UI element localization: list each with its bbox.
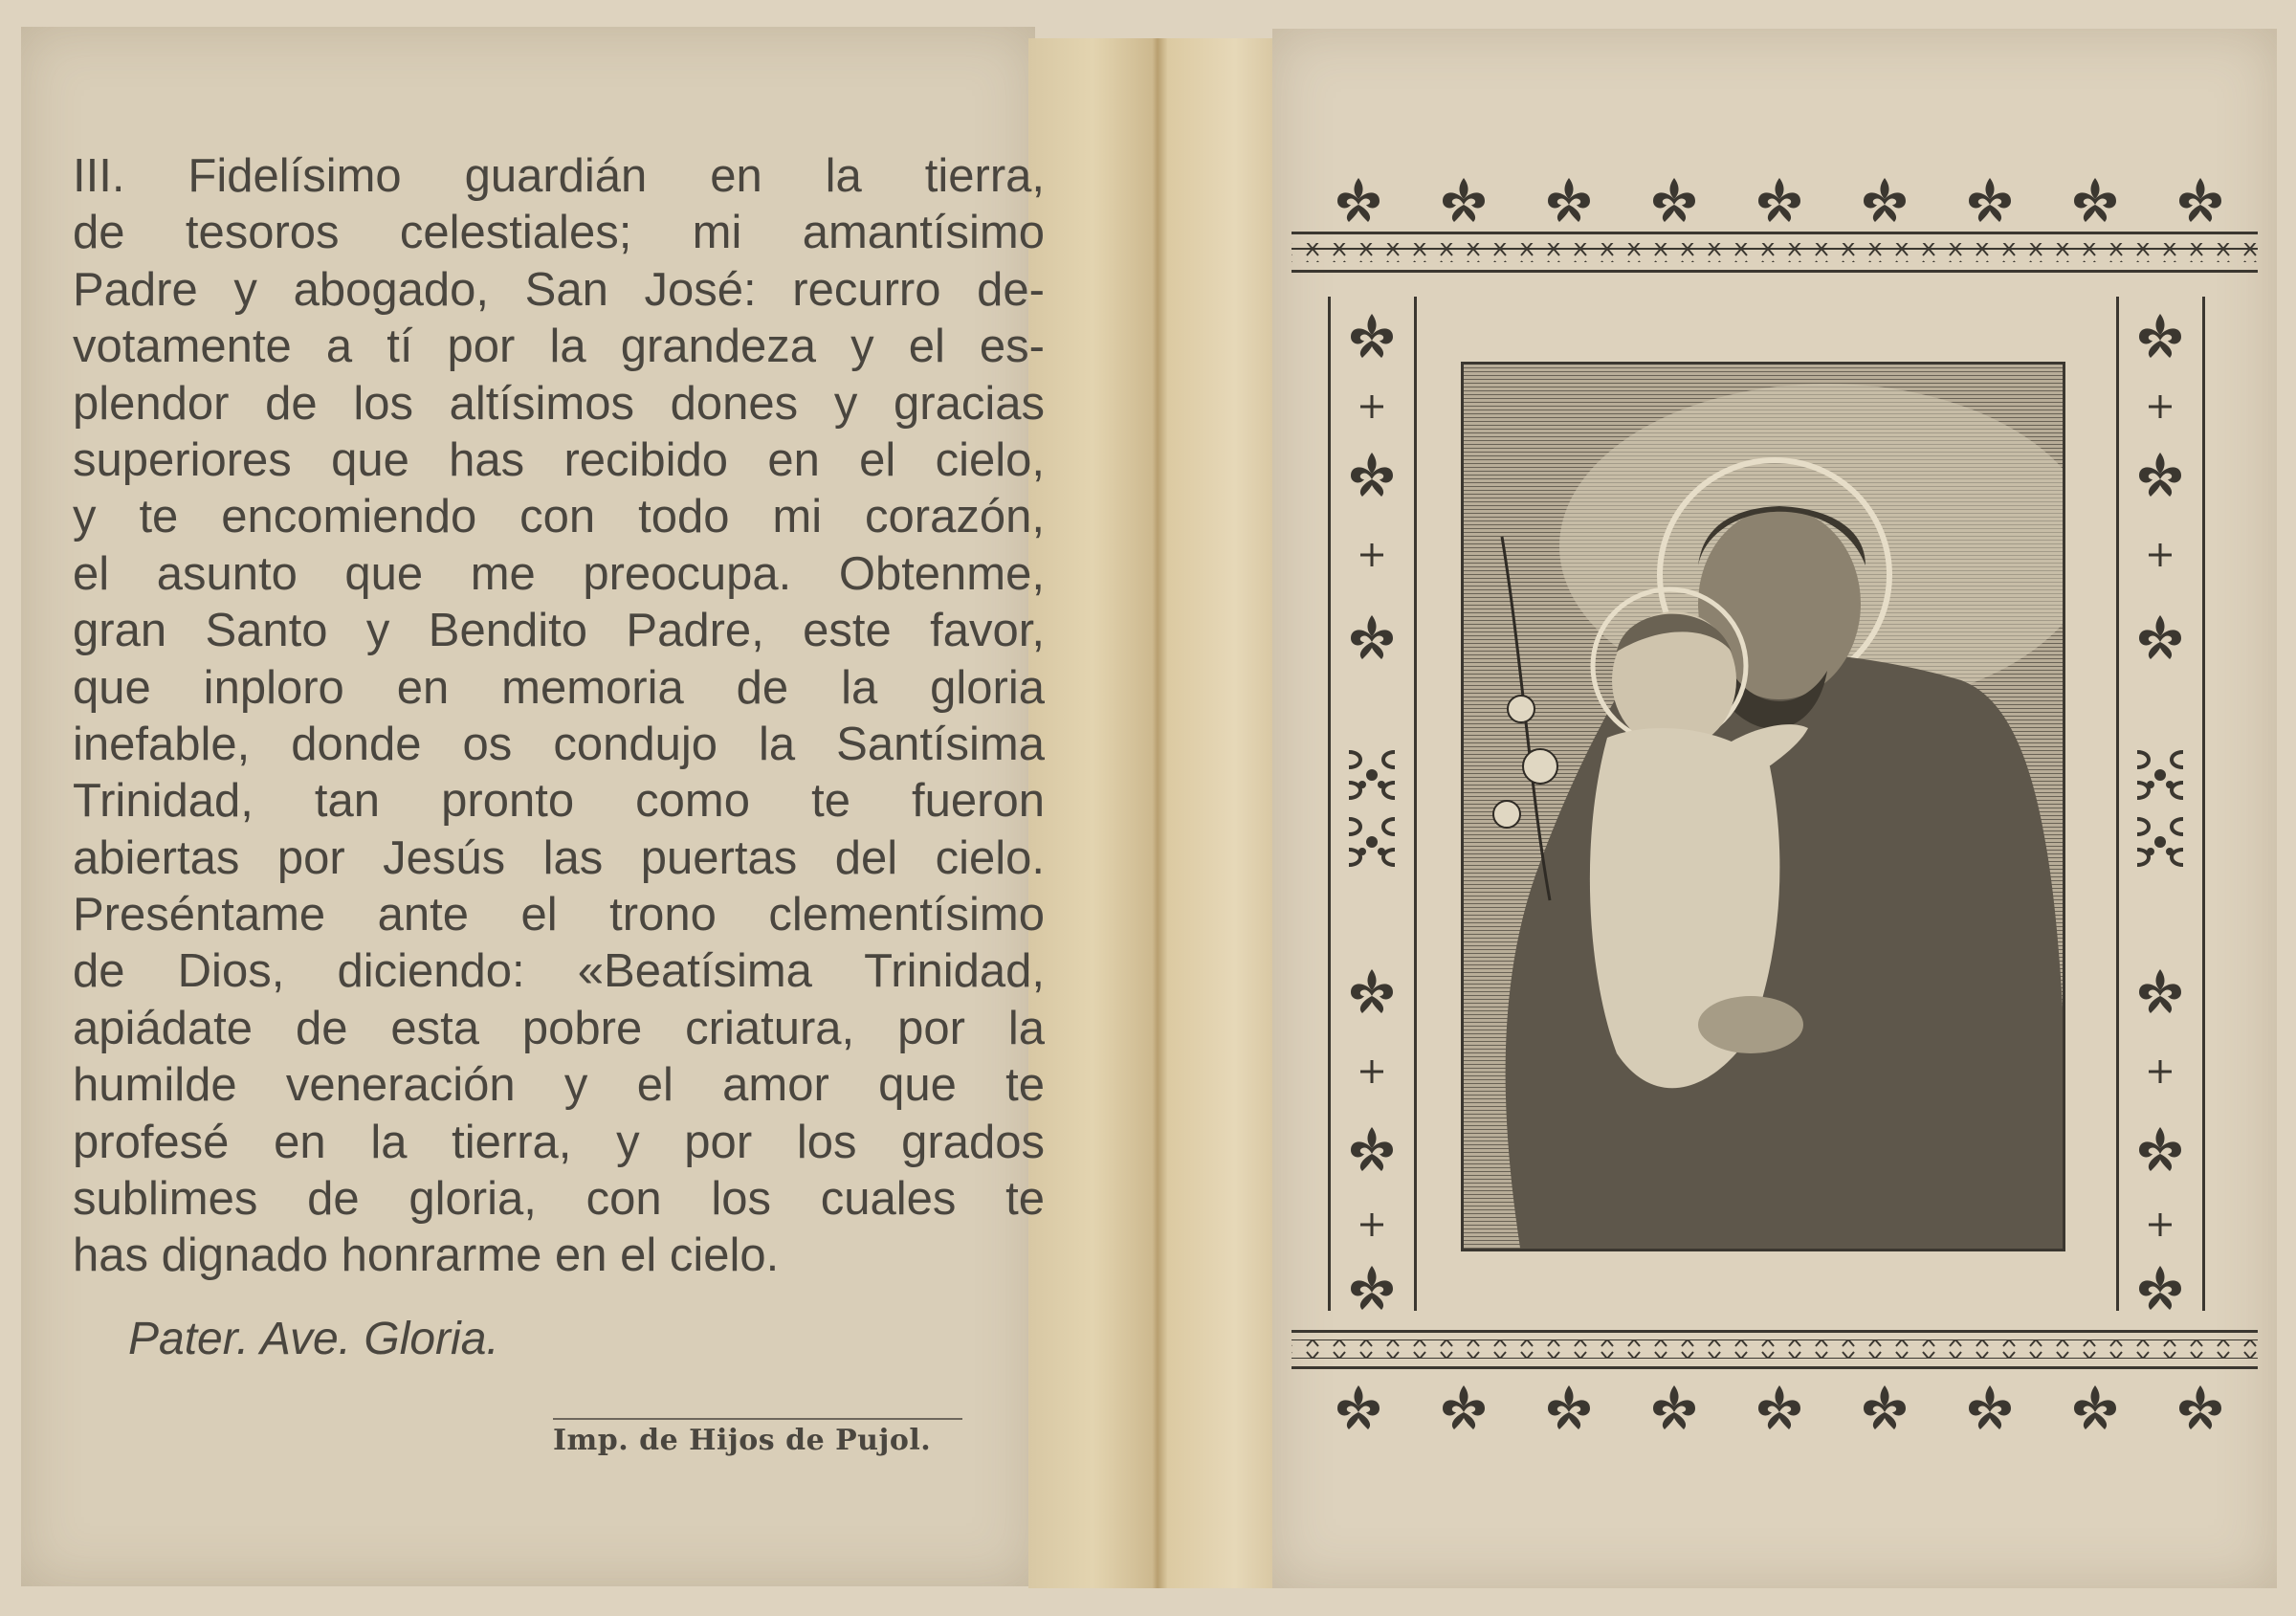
prayer-line: Trinidad, tan pronto como te fueron bbox=[73, 775, 1045, 828]
prayer-line: superiores que has recibido en el cielo, bbox=[73, 433, 1045, 486]
printer-rule bbox=[553, 1418, 962, 1420]
prayer-line: Preséntame ante el trono clementísimo bbox=[73, 889, 1045, 941]
prayer-line: gran Santo y Bendito Padre, este favor, bbox=[73, 605, 1045, 657]
prayer-line: has dignado honrarme en el cielo. bbox=[73, 1229, 780, 1282]
prayer-line: profesé en la tierra, y por los grados bbox=[73, 1116, 1045, 1168]
prayer-line: humilde veneración y el amor que te bbox=[73, 1059, 1045, 1112]
printer-credit: Imp. de Hijos de Pujol. bbox=[553, 1424, 932, 1457]
prayer-line: de Dios, diciendo: «Beatísima Trinidad, bbox=[73, 945, 1045, 998]
prayer-line: el asunto que me preocupa. Obtenme, bbox=[73, 547, 1045, 600]
prayer-line: Padre y abogado, San José: recurro de- bbox=[73, 263, 1045, 316]
prayer-line: inefable, donde os condujo la Santísima bbox=[73, 718, 1045, 770]
prayer-text bbox=[73, 148, 1045, 1285]
prayer-line: sublimes de gloria, con los cuales te bbox=[73, 1173, 1045, 1226]
prayer-line: que inploro en memoria de la gloria bbox=[73, 661, 1045, 714]
right-column-ornaments bbox=[2137, 314, 2183, 1310]
prayer-line: plendor de los altísimos dones y gracias bbox=[73, 377, 1045, 430]
prayer-line: abiertas por Jesús las puertas del cielo. bbox=[73, 831, 1045, 884]
prayer-line: de tesoros celestiales; mi amantísimo bbox=[73, 207, 1045, 259]
left-column-ornaments bbox=[1349, 314, 1395, 1310]
bottom-fleuron-row bbox=[1337, 1385, 2221, 1429]
prayer-line: apiádate de esta pobre criatura, por la bbox=[73, 1002, 1045, 1054]
closing-prayer: Pater. Ave. Gloria. bbox=[128, 1314, 499, 1364]
prayer-line: III. Fidelísimo guardián en la tierra, bbox=[73, 150, 1045, 202]
prayer-line: votamente a tí por la grandeza y el es- bbox=[73, 321, 1045, 373]
top-fleuron-row bbox=[1337, 178, 2221, 222]
booklet-spine bbox=[1028, 38, 1287, 1588]
saint-joseph-with-child-engraving bbox=[1461, 362, 2065, 1251]
prayer-line: y te encomiendo con todo mi corazón, bbox=[73, 491, 1045, 543]
